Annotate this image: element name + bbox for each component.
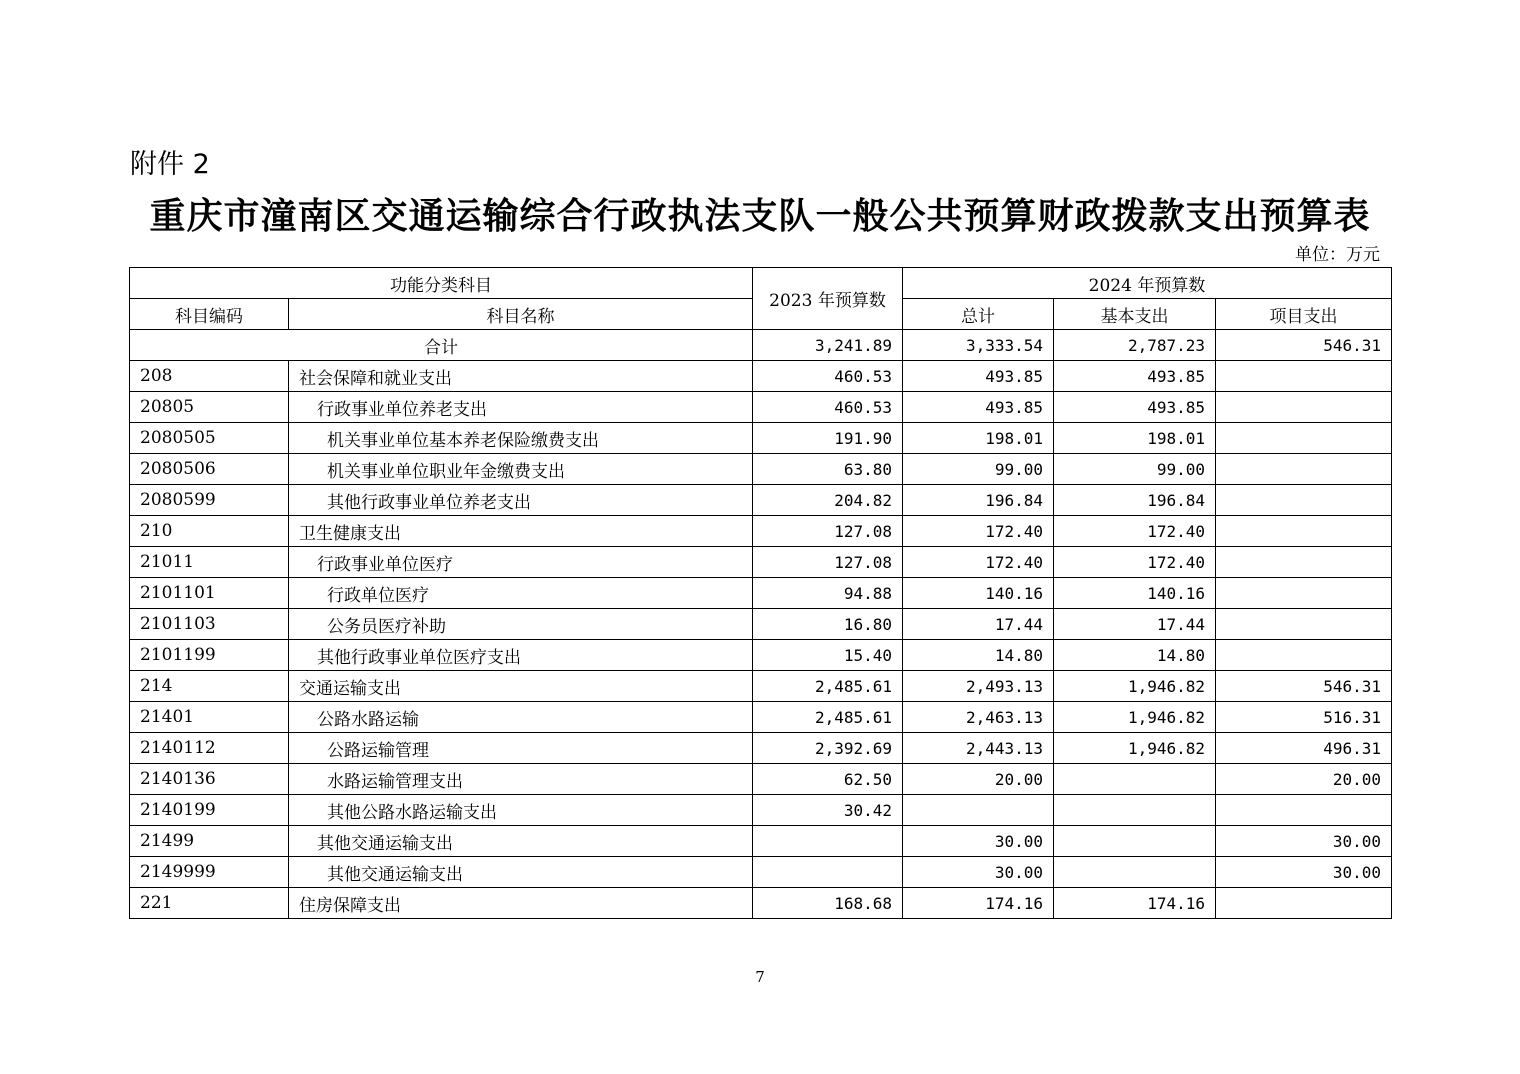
- header-budget-2023: 2023 年预算数: [753, 268, 903, 330]
- row-project: [1216, 609, 1392, 640]
- row-code: 210: [130, 516, 289, 547]
- row-basic: 1,946.82: [1054, 671, 1216, 702]
- row-code: 2149999: [130, 857, 289, 888]
- row-basic: 172.40: [1054, 516, 1216, 547]
- row-total: 198.01: [903, 423, 1054, 454]
- row-project: 30.00: [1216, 826, 1392, 857]
- row-total: 2,443.13: [903, 733, 1054, 764]
- row-name: 公路水路运输: [289, 702, 753, 733]
- table-row: [130, 733, 1392, 764]
- total-basic: 2,787.23: [1054, 330, 1216, 361]
- row-total: 174.16: [903, 888, 1054, 919]
- row-basic: [1054, 764, 1216, 795]
- row-budget-2023: 168.68: [753, 888, 903, 919]
- row-basic: 14.80: [1054, 640, 1216, 671]
- budget-table-body: [130, 268, 1392, 919]
- row-name: 其他行政事业单位医疗支出: [289, 640, 753, 671]
- row-total: 30.00: [903, 857, 1054, 888]
- total-label: 合计: [130, 330, 753, 361]
- row-budget-2023: 30.42: [753, 795, 903, 826]
- row-total: 2,493.13: [903, 671, 1054, 702]
- row-name: 交通运输支出: [289, 671, 753, 702]
- table-row: [130, 392, 1392, 423]
- row-basic: 1,946.82: [1054, 702, 1216, 733]
- row-project: [1216, 392, 1392, 423]
- row-project: [1216, 361, 1392, 392]
- row-total: 140.16: [903, 578, 1054, 609]
- row-basic: [1054, 857, 1216, 888]
- row-budget-2023: 2,392.69: [753, 733, 903, 764]
- table-row: [130, 454, 1392, 485]
- header-total: 总计: [903, 299, 1054, 330]
- table-row: [130, 547, 1392, 578]
- row-basic: 196.84: [1054, 485, 1216, 516]
- row-code: 2101103: [130, 609, 289, 640]
- table-row: [130, 702, 1392, 733]
- row-project: 516.31: [1216, 702, 1392, 733]
- header-row-1: [130, 268, 1392, 299]
- row-name: 行政单位医疗: [289, 578, 753, 609]
- row-project: 546.31: [1216, 671, 1392, 702]
- table-row: [130, 485, 1392, 516]
- row-code: 2140136: [130, 764, 289, 795]
- row-code: 208: [130, 361, 289, 392]
- row-budget-2023: 94.88: [753, 578, 903, 609]
- row-total: 196.84: [903, 485, 1054, 516]
- table-row: [130, 578, 1392, 609]
- header-budget-2024: 2024 年预算数: [903, 268, 1392, 299]
- row-budget-2023: [753, 857, 903, 888]
- page-number: 7: [755, 968, 765, 986]
- unit-label: 单位：万元: [1295, 245, 1380, 265]
- row-basic: 493.85: [1054, 392, 1216, 423]
- row-total: 172.40: [903, 547, 1054, 578]
- row-budget-2023: 127.08: [753, 547, 903, 578]
- row-project: [1216, 485, 1392, 516]
- row-basic: 99.00: [1054, 454, 1216, 485]
- row-code: 2101199: [130, 640, 289, 671]
- row-total: 20.00: [903, 764, 1054, 795]
- row-budget-2023: [753, 826, 903, 857]
- row-basic: 172.40: [1054, 547, 1216, 578]
- row-basic: 17.44: [1054, 609, 1216, 640]
- row-budget-2023: 460.53: [753, 361, 903, 392]
- row-total: 99.00: [903, 454, 1054, 485]
- header-basic: 基本支出: [1054, 299, 1216, 330]
- row-project: [1216, 547, 1392, 578]
- row-project: [1216, 454, 1392, 485]
- row-budget-2023: 191.90: [753, 423, 903, 454]
- row-budget-2023: 16.80: [753, 609, 903, 640]
- row-project: [1216, 640, 1392, 671]
- table-row: [130, 764, 1392, 795]
- table-row: [130, 826, 1392, 857]
- row-name: 行政事业单位养老支出: [289, 392, 753, 423]
- row-code: 21499: [130, 826, 289, 857]
- row-total: 172.40: [903, 516, 1054, 547]
- table-row: [130, 423, 1392, 454]
- row-total: [903, 795, 1054, 826]
- row-name: 社会保障和就业支出: [289, 361, 753, 392]
- row-code: 2101101: [130, 578, 289, 609]
- row-total: 493.85: [903, 361, 1054, 392]
- row-project: [1216, 578, 1392, 609]
- header-functional-class: 功能分类科目: [130, 268, 753, 299]
- row-code: 21011: [130, 547, 289, 578]
- row-project: 30.00: [1216, 857, 1392, 888]
- row-budget-2023: 2,485.61: [753, 671, 903, 702]
- row-name: 其他交通运输支出: [289, 857, 753, 888]
- table-row: [130, 795, 1392, 826]
- row-budget-2023: 63.80: [753, 454, 903, 485]
- row-basic: [1054, 826, 1216, 857]
- row-project: 20.00: [1216, 764, 1392, 795]
- header-name: 科目名称: [289, 299, 753, 330]
- row-name: 住房保障支出: [289, 888, 753, 919]
- row-basic: 174.16: [1054, 888, 1216, 919]
- row-project: 496.31: [1216, 733, 1392, 764]
- table-row: [130, 671, 1392, 702]
- row-code: 2080506: [130, 454, 289, 485]
- row-code: 2080599: [130, 485, 289, 516]
- row-code: 221: [130, 888, 289, 919]
- header-project: 项目支出: [1216, 299, 1392, 330]
- row-total: 30.00: [903, 826, 1054, 857]
- row-basic: 1,946.82: [1054, 733, 1216, 764]
- row-code: 2080505: [130, 423, 289, 454]
- row-budget-2023: 2,485.61: [753, 702, 903, 733]
- row-name: 行政事业单位医疗: [289, 547, 753, 578]
- row-code: 21401: [130, 702, 289, 733]
- row-total: 14.80: [903, 640, 1054, 671]
- row-code: 2140112: [130, 733, 289, 764]
- row-name: 机关事业单位职业年金缴费支出: [289, 454, 753, 485]
- row-total: 17.44: [903, 609, 1054, 640]
- row-name: 水路运输管理支出: [289, 764, 753, 795]
- row-project: [1216, 795, 1392, 826]
- table-row: [130, 516, 1392, 547]
- table-row: [130, 609, 1392, 640]
- row-name: 其他行政事业单位养老支出: [289, 485, 753, 516]
- total-total: 3,333.54: [903, 330, 1054, 361]
- row-basic: 198.01: [1054, 423, 1216, 454]
- budget-table: [129, 267, 1392, 919]
- row-name: 卫生健康支出: [289, 516, 753, 547]
- attachment-label: 附件 2: [130, 149, 210, 180]
- row-budget-2023: 204.82: [753, 485, 903, 516]
- total-project: 546.31: [1216, 330, 1392, 361]
- header-code: 科目编码: [130, 299, 289, 330]
- row-name: 其他公路水路运输支出: [289, 795, 753, 826]
- table-row: [130, 640, 1392, 671]
- row-project: [1216, 516, 1392, 547]
- table-row: [130, 888, 1392, 919]
- total-row: [130, 330, 1392, 361]
- row-basic: [1054, 795, 1216, 826]
- row-code: 214: [130, 671, 289, 702]
- table-row: [130, 361, 1392, 392]
- row-name: 其他交通运输支出: [289, 826, 753, 857]
- table-row: [130, 857, 1392, 888]
- row-code: 2140199: [130, 795, 289, 826]
- row-project: [1216, 888, 1392, 919]
- row-total: 493.85: [903, 392, 1054, 423]
- row-budget-2023: 460.53: [753, 392, 903, 423]
- row-basic: 493.85: [1054, 361, 1216, 392]
- row-name: 公路运输管理: [289, 733, 753, 764]
- row-code: 20805: [130, 392, 289, 423]
- row-budget-2023: 15.40: [753, 640, 903, 671]
- row-budget-2023: 127.08: [753, 516, 903, 547]
- row-total: 2,463.13: [903, 702, 1054, 733]
- row-basic: 140.16: [1054, 578, 1216, 609]
- row-name: 机关事业单位基本养老保险缴费支出: [289, 423, 753, 454]
- row-name: 公务员医疗补助: [289, 609, 753, 640]
- total-2023: 3,241.89: [753, 330, 903, 361]
- page-title: 重庆市潼南区交通运输综合行政执法支队一般公共预算财政拨款支出预算表: [149, 196, 1371, 237]
- row-project: [1216, 423, 1392, 454]
- row-budget-2023: 62.50: [753, 764, 903, 795]
